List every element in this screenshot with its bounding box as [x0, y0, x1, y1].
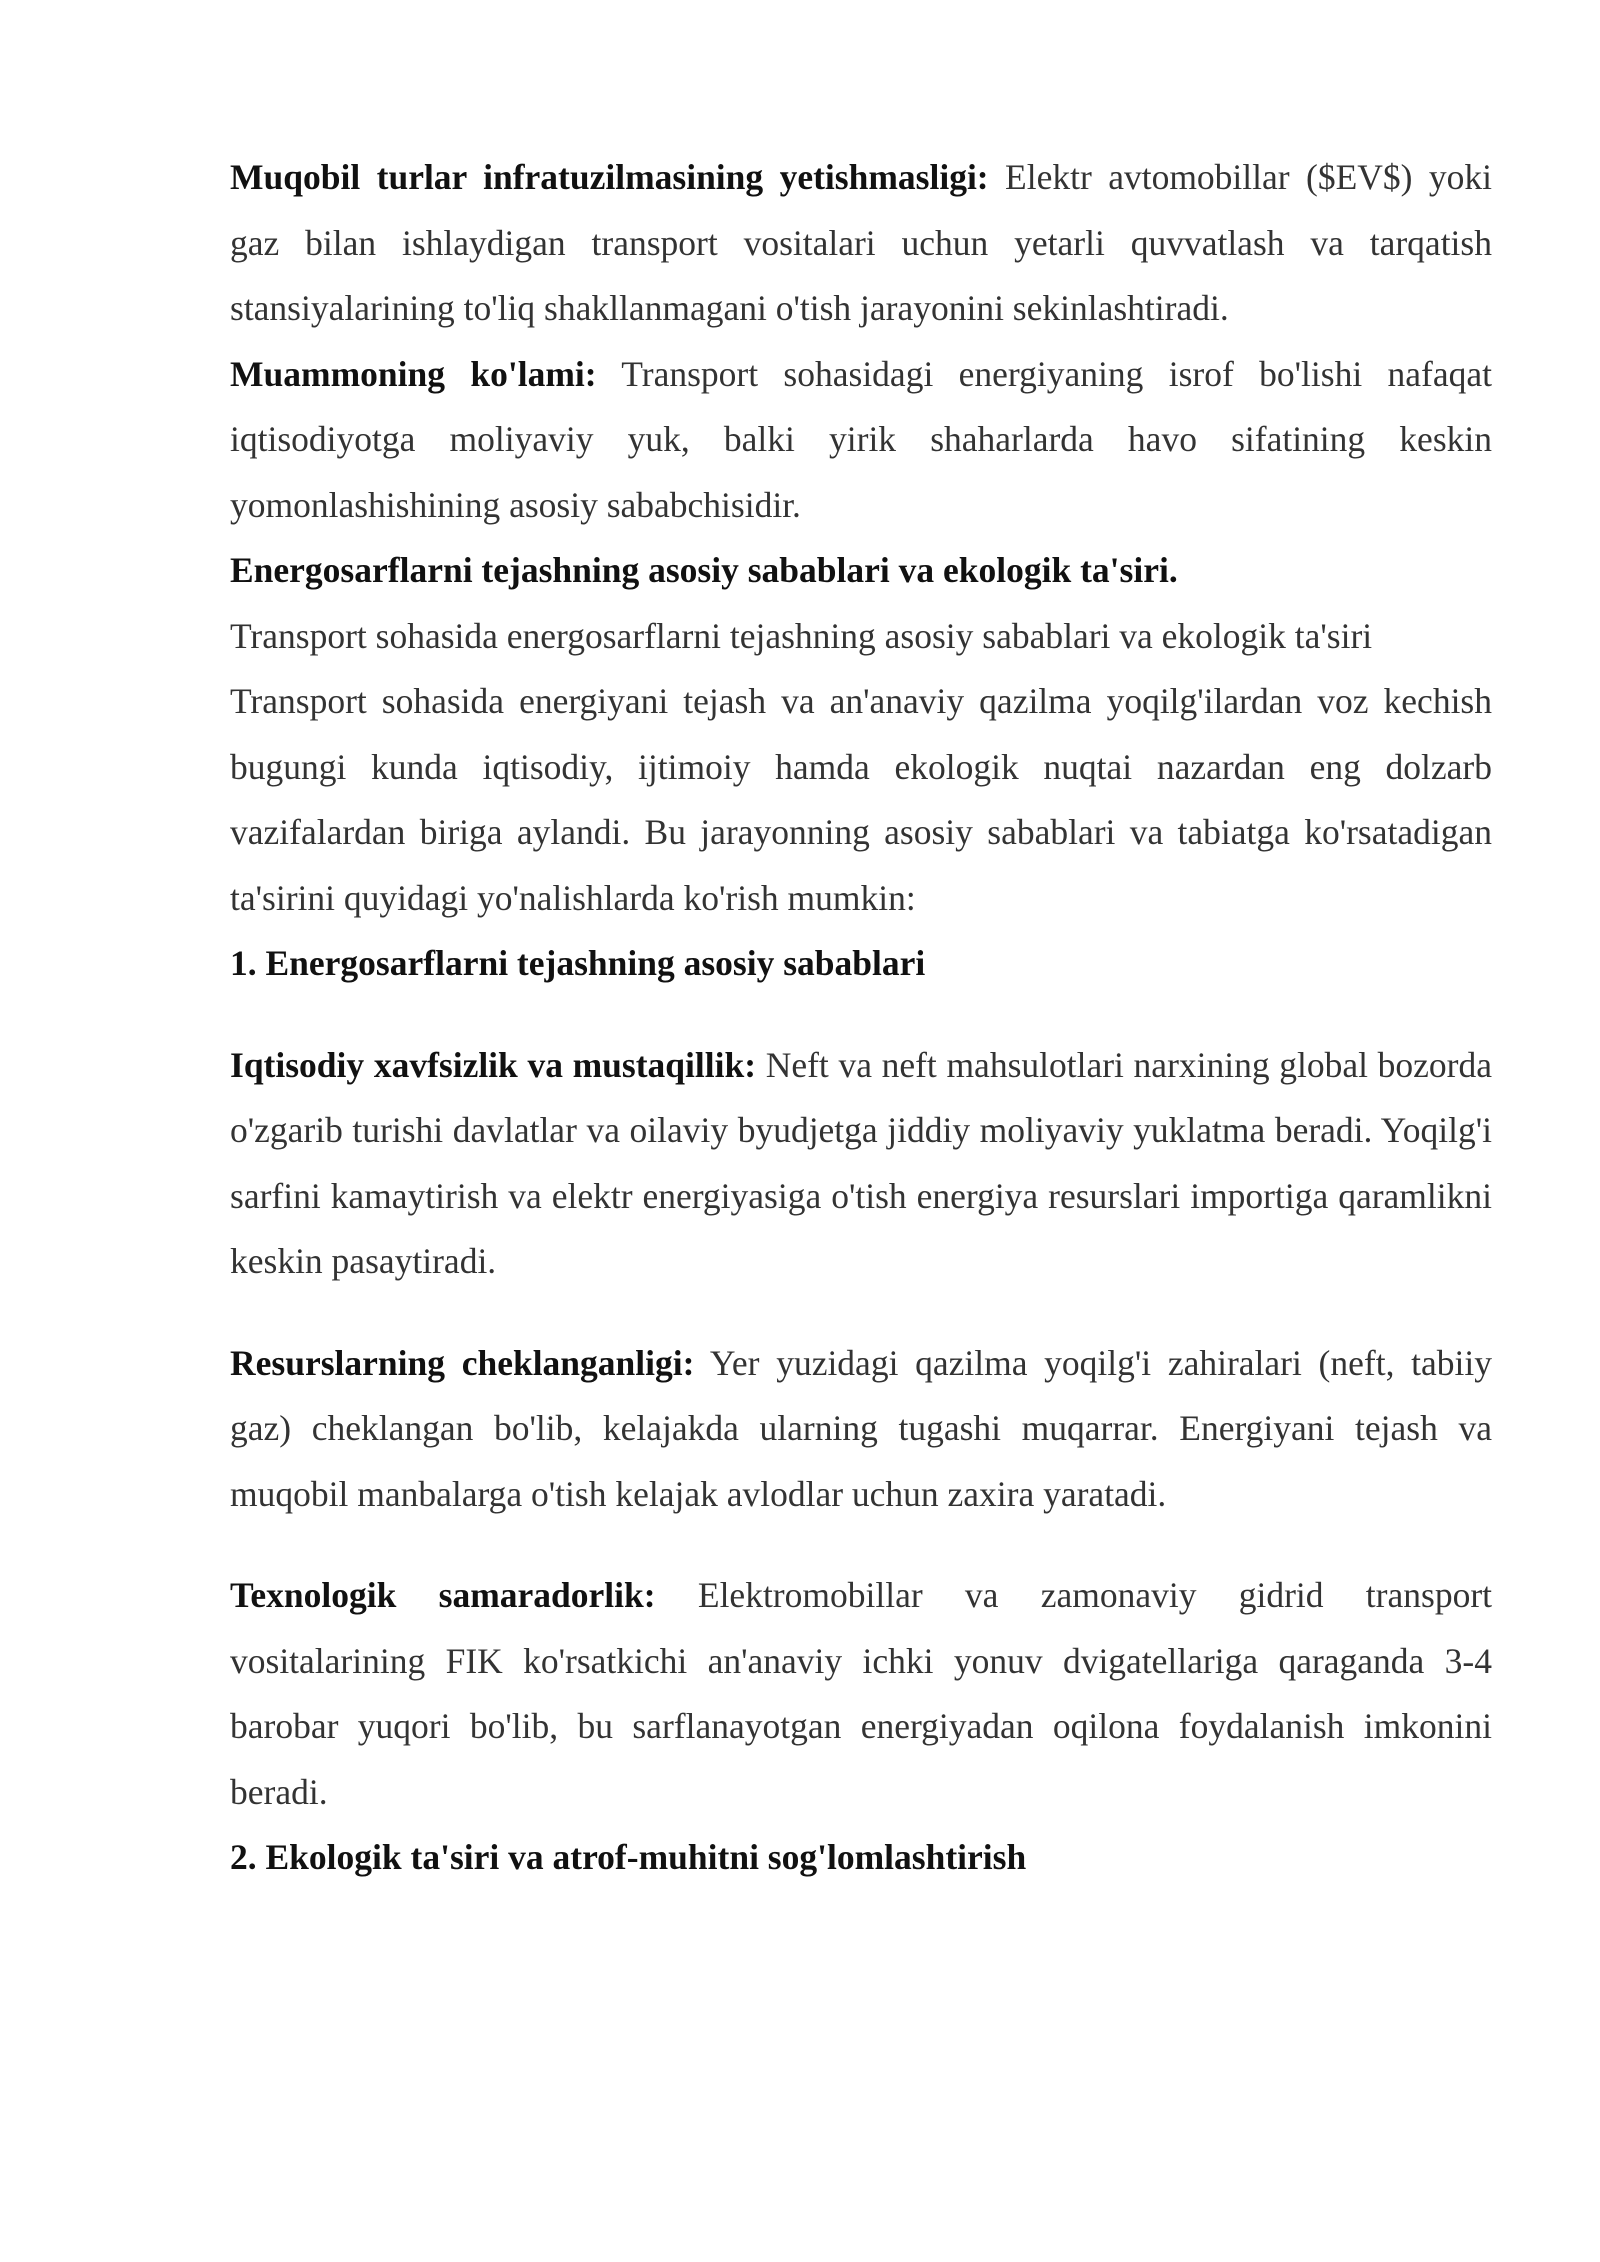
- heading-main: Energosarflarni tejashning asosiy sabablari va ekologik ta'siri.: [230, 550, 1178, 590]
- text-economic: Neft va neft mahsulotlari narxining global bozorda o'zgarib turishi davlatlar va oilaviy byudjetga jiddiy moliyaviy yuklatma beradi. Yoqilg'i sarfini kamaytirish va elektr energiyasiga o'tish energiya resurslari importiga qaramlikni keskin pasaytiradi.: [230, 1044, 1492, 1281]
- paragraph-infrastructure: [230, 145, 1492, 342]
- text-infrastructure: Elektr avtomobillar ($EV$) yoki gaz bilan ishlaydigan transport vositalari uchun yetarli quvvatlash va tarqatish stansiyalarining to'liq shakllanmagani o'tish jarayonini sekinlashtiradi.: [230, 157, 1493, 328]
- term-technology: Texnologik samaradorlik:: [230, 1575, 656, 1615]
- heading-section-2: 2. Ekologik ta'siri va atrof-muhitni sog'lomlashtirish: [230, 1837, 1027, 1877]
- paragraph-intro: Transport sohasida energiyani tejash va an'anaviy qazilma yoqilg'ilardan voz kechish bugungi kunda iqtisodiy, ijtimoiy hamda ekologik nuqtai nazardan eng dolzarb vazifalardan biriga aylandi. Bu jarayonning asosiy sabablari va tabiatga ko'rsatadigan ta'sirini quyidagi yo'nalishlarda ko'rish mumkin:: [230, 681, 1492, 918]
- text-scale: Transport sohasidagi energiyaning isrof bo'lishi nafaqat iqtisodiyotga moliyaviy yuk, balki yirik shaharlarda havo sifatining keskin yomonlashishining asosiy sababchisidir.: [230, 353, 1492, 525]
- paragraph-economic: [230, 1033, 1492, 1295]
- term-scale: Muammoning ko'lami:: [230, 353, 597, 394]
- heading-section-1: 1. Energosarflarni tejashning asosiy sabablari: [230, 943, 926, 983]
- term-infrastructure: Muqobil turlar infratuzilmasining yetishmasligi:: [230, 157, 989, 197]
- paragraph-scale: [230, 342, 1492, 539]
- paragraph-technology: [230, 1563, 1492, 1825]
- text-technology: Elektromobillar va zamonaviy gidrid transport vositalarining FIK ko'rsatkichi an'anaviy ichki yonuv dvigatellariga qaraganda 3-4 barobar yuqori bo'lib, bu sarflanayotgan energiyadan oqilona foydalanish imkonini beradi.: [230, 1575, 1493, 1812]
- intro-first-line: Transport sohasida energosarflarni tejashning asosiy sabablari va ekologik ta'siri: [230, 615, 1373, 656]
- paragraph-resources: [230, 1331, 1492, 1528]
- term-economic: Iqtisodiy xavfsizlik va mustaqillik:: [230, 1044, 757, 1085]
- document-page: [230, 145, 1492, 1891]
- term-resources: Resurslarning cheklanganligi:: [230, 1342, 695, 1383]
- text-resources: Yer yuzidagi qazilma yoqilg'i zahiralari (neft, tabiiy gaz) cheklangan bo'lib, kelajakda ularning tugashi muqarrar. Energiyani tejash va muqobil manbalarga o'tish kelajak avlodlar uchun zaxira yaratadi.: [230, 1342, 1492, 1514]
